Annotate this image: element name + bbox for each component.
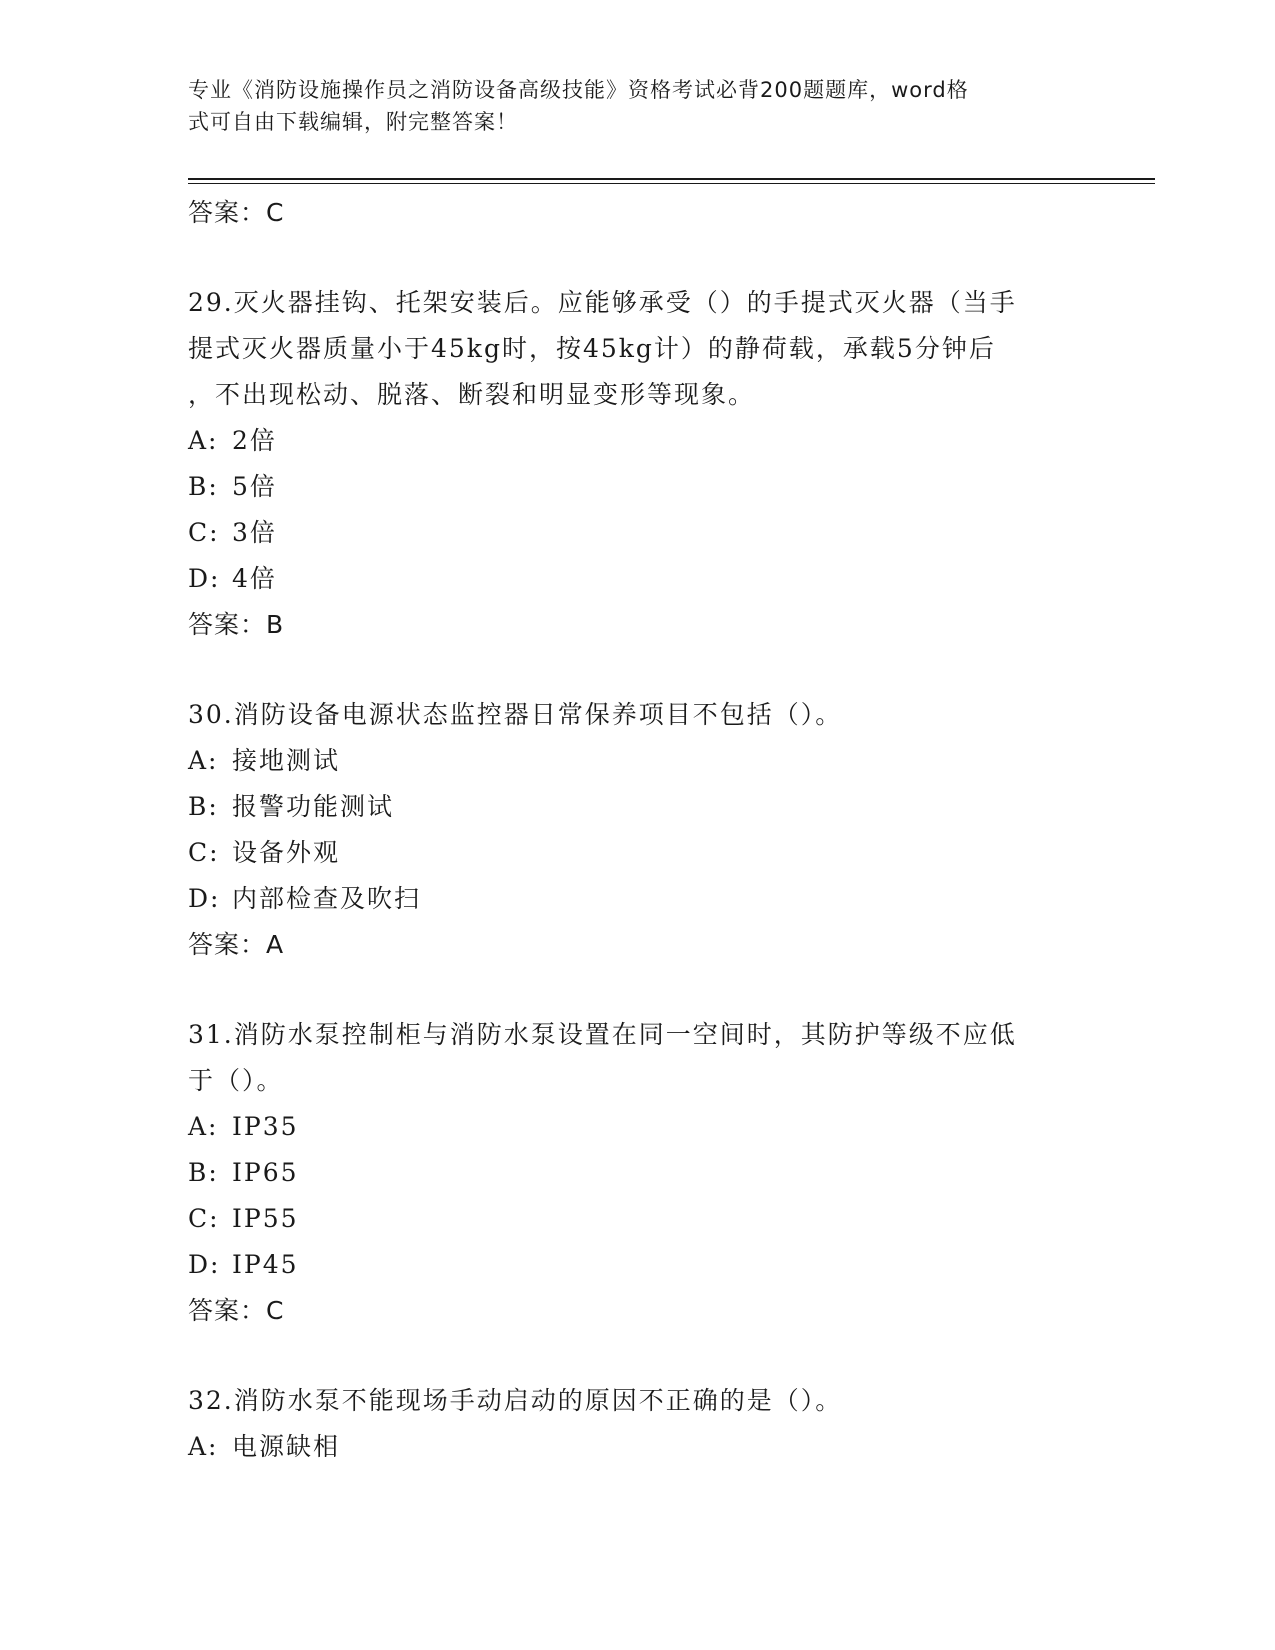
question-text-line: 30.消防设备电源状态监控器日常保养项目不包括（）。 [188, 700, 843, 729]
option-text: IP35 [232, 1112, 299, 1141]
answer-option [188, 510, 1088, 556]
option-key: B: [188, 472, 219, 501]
question-block [188, 280, 1088, 692]
question-text-line: 于（）。 [188, 1066, 284, 1095]
option-key: A: [188, 426, 219, 455]
option-key: C: [188, 838, 220, 867]
question-list [188, 190, 1088, 1470]
option-text: 电源缺相 [232, 1432, 341, 1461]
answer-option [188, 830, 1088, 876]
option-text: IP65 [232, 1158, 299, 1187]
question-block [188, 1012, 1088, 1378]
answer-option [188, 1104, 1088, 1150]
option-text: 3倍 [232, 518, 277, 547]
answer-option [188, 418, 1088, 464]
option-text: IP55 [232, 1204, 299, 1233]
header-line-1: 专业《消防设施操作员之消防设备高级技能》资格考试必背200题题库，word格 [188, 78, 969, 102]
question-text-line: 29.灭火器挂钩、托架安装后。应能够承受（）的手提式灭火器（当手 [188, 288, 1017, 317]
answer-option [188, 784, 1088, 830]
option-text: IP45 [232, 1250, 299, 1279]
header-line-2: 式可自由下载编辑，附完整答案！ [188, 110, 518, 134]
option-text: 内部检查及吹扫 [232, 884, 422, 913]
option-text: 报警功能测试 [232, 792, 395, 821]
question-text-line: ，不出现松动、脱落、断裂和明显变形等现象。 [188, 380, 756, 409]
answer-option [188, 738, 1088, 784]
option-text: 4倍 [232, 564, 277, 593]
questions-container [188, 280, 1088, 1470]
answer-option [188, 1196, 1088, 1242]
option-key: D: [188, 884, 221, 913]
previous-answer: 答案：C [188, 198, 285, 227]
header-rule-thick [188, 178, 1155, 180]
answer-option [188, 556, 1088, 602]
question-text-line: 31.消防水泵控制柜与消防水泵设置在同一空间时，其防护等级不应低 [188, 1020, 1017, 1049]
header-rule-thin [188, 183, 1155, 184]
option-text: 设备外观 [232, 838, 341, 867]
question-text-line: 32.消防水泵不能现场手动启动的原因不正确的是（）。 [188, 1386, 843, 1415]
question-block [188, 1378, 1088, 1470]
option-key: A: [188, 1432, 219, 1461]
question-answer: 答案：B [188, 610, 285, 639]
page-header [188, 74, 1078, 138]
option-key: B: [188, 792, 219, 821]
option-text: 接地测试 [232, 746, 341, 775]
question-answer: 答案：C [188, 1296, 285, 1325]
option-key: D: [188, 1250, 221, 1279]
option-text: 5倍 [232, 472, 277, 501]
answer-option [188, 464, 1088, 510]
question-text-line: 提式灭火器质量小于45kg时，按45kg计）的静荷载，承载5分钟后 [188, 334, 996, 363]
question-block [188, 692, 1088, 1012]
option-key: A: [188, 746, 219, 775]
answer-option [188, 1424, 1088, 1470]
option-key: C: [188, 1204, 220, 1233]
answer-option [188, 876, 1088, 922]
option-key: B: [188, 1158, 219, 1187]
option-key: D: [188, 564, 221, 593]
question-answer: 答案：A [188, 930, 285, 959]
answer-option [188, 1150, 1088, 1196]
answer-option [188, 1242, 1088, 1288]
option-key: C: [188, 518, 220, 547]
option-key: A: [188, 1112, 219, 1141]
option-text: 2倍 [232, 426, 277, 455]
